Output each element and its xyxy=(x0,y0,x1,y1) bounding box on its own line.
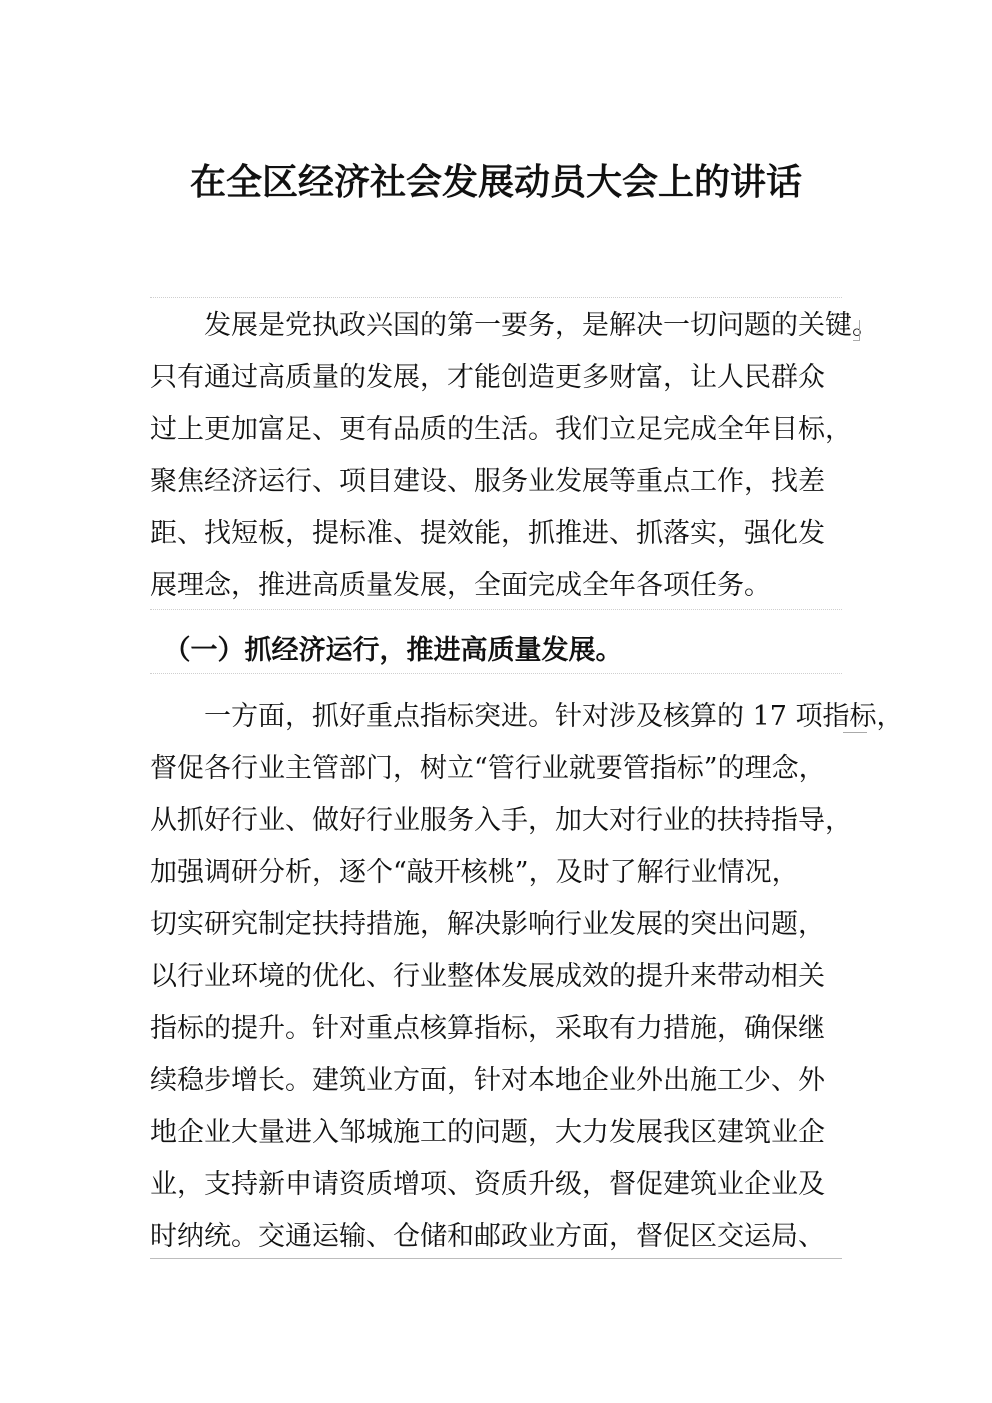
body-line: 业，支持新申请资质增项、资质升级，督促建筑业企业及 xyxy=(150,1169,825,1200)
body-line: 时纳统。交通运输、仓储和邮政业方面，督促区交运局、 xyxy=(150,1221,825,1252)
paragraph-top-rule xyxy=(150,297,842,298)
body-line: 续稳步增长。建筑业方面，针对本地企业外出施工少、外 xyxy=(150,1065,825,1096)
body-line: 切实研究制定扶持措施，解决影响行业发展的突出问题， xyxy=(150,909,825,940)
page-bottom-rule xyxy=(150,1258,842,1259)
body-line: 一方面，抓好重点指标突进。针对涉及核算的 17 项指标， xyxy=(150,701,904,732)
body-line: 距、找短板，提标准、提效能，抓推进、抓落实，强化发 xyxy=(150,518,825,549)
body-line: 指标的提升。针对重点核算指标，采取有力措施，确保继 xyxy=(150,1013,825,1044)
body-line: 只有通过高质量的发展，才能创造更多财富，让人民群众 xyxy=(150,362,825,393)
body-line: 督促各行业主管部门，树立“管行业就要管指标”的理念， xyxy=(150,753,826,784)
line-end-mark xyxy=(843,732,867,733)
heading-bottom-rule xyxy=(150,673,842,674)
body-line: 聚焦经济运行、项目建设、服务业发展等重点工作，找差 xyxy=(150,466,825,497)
section-heading: （一）抓经济运行，推进高质量发展。 xyxy=(150,635,623,666)
body-line: 加强调研分析，逐个“敲开核桃”，及时了解行业情况， xyxy=(150,857,799,888)
body-line: 发展是党执政兴国的第一要务，是解决一切问题的关键。 xyxy=(150,310,879,341)
body-line: 地企业大量进入邹城施工的问题，大力发展我区建筑业企 xyxy=(150,1117,825,1148)
line-end-mark xyxy=(853,320,860,341)
document-title: 在全区经济社会发展动员大会上的讲话 xyxy=(189,161,802,203)
paragraph-bottom-rule xyxy=(150,609,842,610)
body-line: 展理念，推进高质量发展，全面完成全年各项任务。 xyxy=(150,570,771,601)
body-line: 从抓好行业、做好行业服务入手，加大对行业的扶持指导， xyxy=(150,805,852,836)
body-line: 以行业环境的优化、行业整体发展成效的提升来带动相关 xyxy=(150,961,825,992)
body-line: 过上更加富足、更有品质的生活。我们立足完成全年目标， xyxy=(150,414,852,445)
